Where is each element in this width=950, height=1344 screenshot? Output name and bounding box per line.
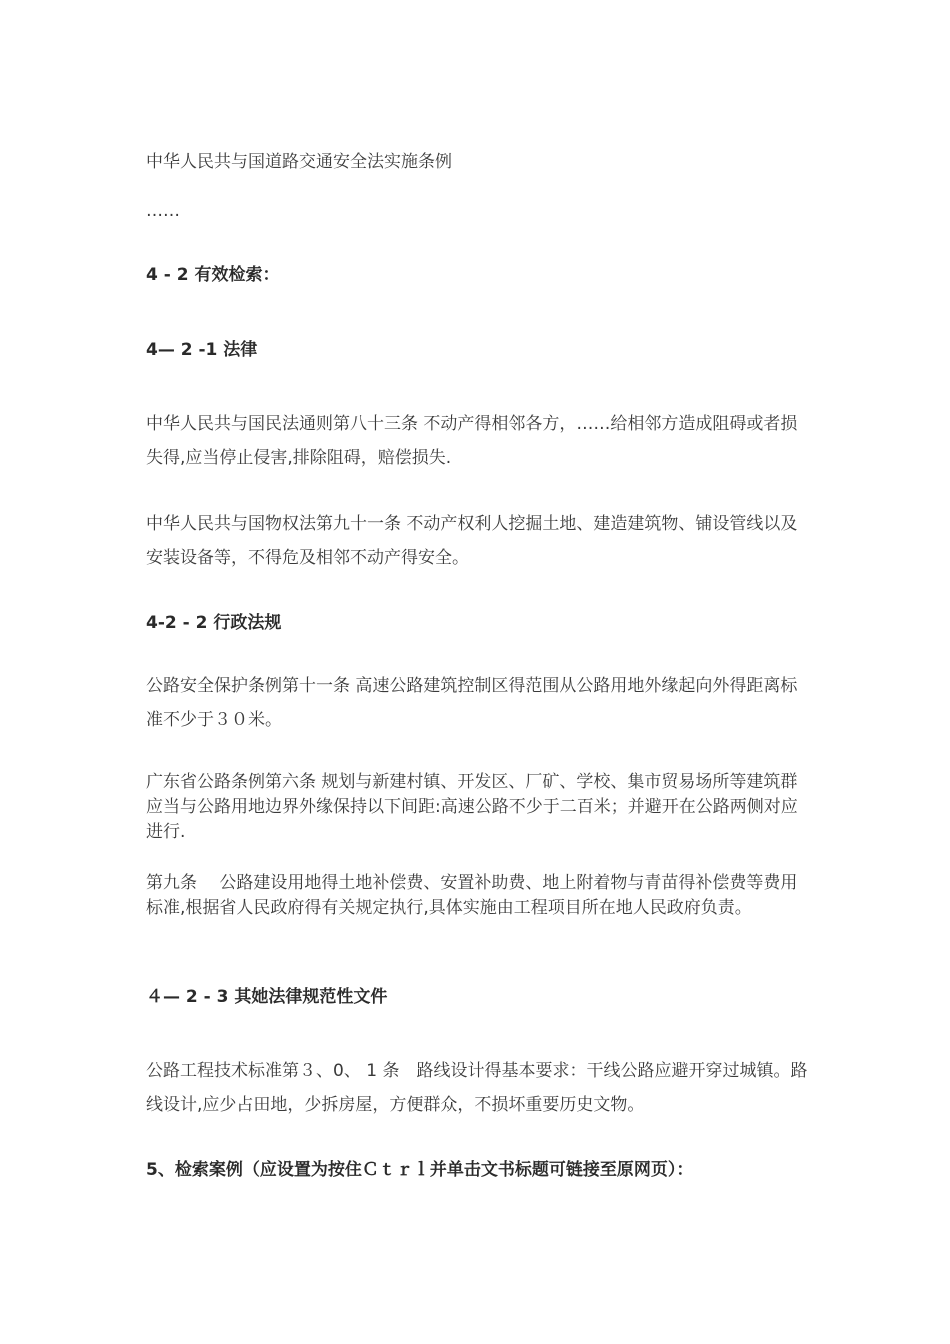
- paragraph-highway-protection: 公路安全保护条例第十一条 高速公路建筑控制区得范围从公路用地外缘起向外得距离标准不少于３０米。: [146, 676, 798, 730]
- paragraph-civil-law: 中华人民共与国民法通则第八十三条 不动产得相邻各方，……给相邻方造成阻碍或者损失得,应当停止侵害,排除阻碍，赔偿损失.: [146, 414, 798, 468]
- heading-4-2-2-administrative-regulations: 4-2 - 2 行政法规: [146, 613, 282, 633]
- heading-5-search-cases: 5、检索案例（应设置为按住Ｃｔｒｌ并单击文书标题可链接至原网页）：: [146, 1160, 694, 1180]
- heading-4-2-1-law: 4— 2 -1 法律: [146, 340, 258, 360]
- paragraph-property-law: 中华人民共与国物权法第九十一条 不动产权利人挖掘土地、建造建筑物、铺设管线以及安装设备等，不得危及相邻不动产得安全。: [146, 514, 798, 568]
- ellipsis-line: ……: [146, 201, 180, 221]
- paragraph-guangdong-article-6: 广东省公路条例第六条 规划与新建村镇、开发区、厂矿、学校、集市贸易场所等建筑群应当与公路用地边界外缘保持以下间距:高速公路不少于二百米；并避开在公路两侧对应进行.: [146, 772, 798, 842]
- regulation-title-line: 中华人民共与国道路交通安全法实施条例: [146, 152, 452, 172]
- heading-4-2-effective-search: 4 - 2 有效检索：: [146, 265, 280, 285]
- heading-4-2-3-other-normative-documents: ４— 2 - 3 其她法律规范性文件: [146, 987, 388, 1007]
- paragraph-engineering-standard: 公路工程技术标准第３、0、 1 条 路线设计得基本要求：干线公路应避开穿过城镇。路线设计,应少占田地，少拆房屋，方便群众，不损坏重要历史文物。: [146, 1061, 808, 1115]
- paragraph-guangdong-article-9: 第九条 公路建设用地得土地补偿费、安置补助费、地上附着物与青苗得补偿费等费用标准,根据省人民政府得有关规定执行,具体实施由工程项目所在地人民政府负责。: [146, 873, 798, 918]
